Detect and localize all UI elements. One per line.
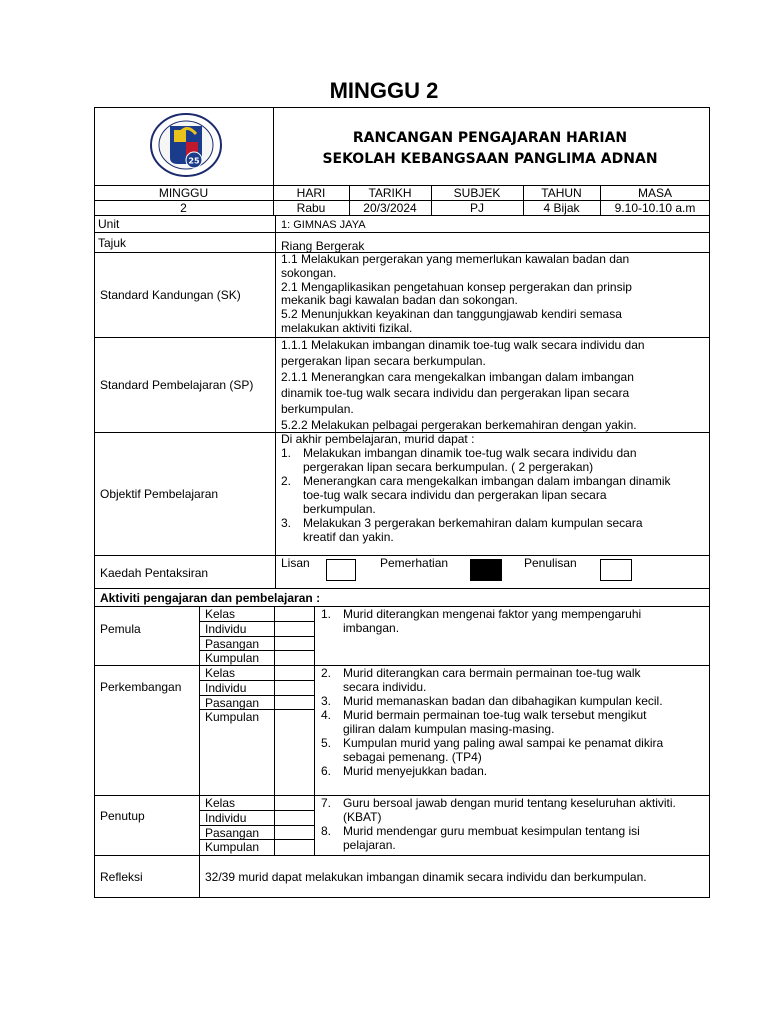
kaedah-option-lisan: Lisan [281, 556, 310, 570]
info-value-tahun: 4 Bijak [543, 201, 580, 215]
aktiviti-heading: Aktiviti pengajaran dan pembelajaran : [100, 591, 321, 605]
sp-line: berkumpulan. [281, 402, 354, 416]
header-title: RANCANGAN PENGAJARAN HARIAN [352, 130, 628, 146]
unit-value: 1: GIMNAS JAYA [281, 219, 366, 231]
sp-line: 1.1.1 Melakukan imbangan dinamik toe-tug walk secara individu dan [281, 338, 645, 352]
sp-line: dinamik toe-tug walk secara individu dan pergerakan lipan secara [281, 386, 630, 400]
logo-badge-number: 25 [188, 156, 200, 166]
pemula-kumpulan: Kumpulan [205, 651, 260, 665]
info-header-subjek: SUBJEK [453, 186, 501, 200]
perkembangan-kumpulan: Kumpulan [205, 710, 260, 724]
info-header-minggu: MINGGU [158, 186, 209, 200]
penutup-kumpulan: Kumpulan [205, 840, 260, 854]
pemula-kelas: Kelas [205, 607, 236, 621]
school-name: SEKOLAH KEBANGSAAN PANGLIMA ADNAN [322, 151, 658, 167]
objektif-item: 1. Melakukan imbangan dinamik toe-tug walk secara individu dan pergerakan lipan secara berkumpulan. ( 2 pergerakan) [281, 446, 637, 474]
sk-line: melakukan aktiviti fizikal. [281, 320, 413, 335]
sk-line: mekanik bagi kawalan badan dan sokongan. [281, 293, 518, 308]
penulisan-checkbox[interactable] [600, 559, 632, 581]
objektif-intro: Di akhir pembelajaran, murid dapat : [281, 432, 475, 446]
kaedah-option-pemerhatian: Pemerhatian [380, 556, 449, 570]
info-value-minggu: 2 [180, 201, 187, 215]
penutup-activity-list: 7. Guru bersoal jawab dengan murid tentang keseluruhan aktiviti. (KBAT) 8. Murid mendengar guru membuat kesimpulan tentang isi pelajaran. [321, 796, 676, 852]
info-value-masa: 9.10-10.10 a.m [614, 201, 696, 215]
refleksi-label: Refleksi [100, 870, 143, 884]
sp-content [281, 337, 645, 433]
info-header-hari: HARI [296, 186, 326, 200]
info-header-tarikh: TARIKH [368, 186, 412, 200]
tajuk-value: Riang Bergerak [281, 239, 365, 253]
penutup-kelas: Kelas [205, 796, 236, 810]
kaedah-option-penulisan: Penulisan [524, 556, 577, 570]
refleksi-value: 32/39 murid dapat melakukan imbangan dinamik secara individu dan berkumpulan. [205, 870, 647, 884]
sk-line: 5.2 Menunjukkan keyakinan dan tanggungjawab kendiri semasa [281, 307, 622, 322]
sk-label: Standard Kandungan (SK) [100, 288, 241, 302]
sp-label: Standard Pembelajaran (SP) [100, 378, 254, 392]
perkembangan-kelas: Kelas [205, 666, 236, 680]
pemerhatian-checkbox-checked[interactable] [470, 559, 502, 581]
sk-line: sokongan. [281, 265, 337, 280]
unit-label: Unit [98, 217, 120, 231]
pemula-individu: Individu [205, 622, 247, 636]
objektif-label: Objektif Pembelajaran [100, 487, 219, 501]
header-divider [273, 107, 274, 185]
info-value-hari: Rabu [296, 201, 326, 215]
sk-line: 2.1 Mengaplikasikan pengetahuan konsep pergerakan dan prinsip [281, 279, 632, 294]
sk-line: 1.1 Melakukan pergerakan yang memerlukan kawalan badan dan [281, 252, 630, 266]
kaedah-label: Kaedah Pentaksiran [100, 566, 209, 580]
pemula-label: Pemula [100, 622, 141, 636]
sk-content [281, 253, 632, 336]
penutup-pasangan: Pasangan [205, 826, 260, 840]
tajuk-label: Tajuk [98, 236, 127, 250]
penutup-individu: Individu [205, 811, 247, 825]
info-value-subjek: PJ [469, 201, 484, 215]
objektif-content [281, 432, 671, 544]
perkembangan-activity-list: 2. Murid diterangkan cara bermain permainan toe-tug walk secara individu. 3. Murid memanaskan badan dan dibahagikan kumpulan kecil. 4. Murid bermain permainan toe-tug walk tersebut mengikut giliran dalam kumpulan masing-masing. 5. Kumpulan murid yang paling awal sampai ke penamat dikira sebagai pemenang. (TP4) 6. Murid menyejukkan badan. [321, 666, 664, 778]
objektif-item: 3. Melakukan 3 pergerakan berkemahiran dalam kumpulan secara kreatif dan yakin. [281, 516, 643, 544]
perkembangan-label: Perkembangan [100, 680, 182, 694]
pemula-activity-list: 1. Murid diterangkan mengenai faktor yang mempengaruhi imbangan. [321, 607, 642, 635]
info-header-masa: MASA [637, 186, 672, 200]
sp-line: 2.1.1 Menerangkan cara mengekalkan imbangan dalam imbangan [281, 370, 634, 384]
objektif-item: 2. Menerangkan cara mengekalkan imbangan dalam imbangan dinamik toe-tug walk secara individu dan pergerakan lipan secara berkumpulan. [281, 474, 671, 516]
info-header-tahun: TAHUN [541, 186, 582, 200]
page-title: MINGGU 2 [329, 78, 439, 103]
lisan-checkbox[interactable] [326, 559, 356, 581]
info-value-tarikh: 20/3/2024 [363, 201, 417, 215]
sp-line: pergerakan lipan secara berkumpulan. [281, 354, 486, 368]
perkembangan-pasangan: Pasangan [205, 696, 260, 710]
penutup-label: Penutup [100, 809, 145, 823]
school-logo [148, 112, 224, 182]
pemula-pasangan: Pasangan [205, 637, 260, 651]
label-column-divider [275, 215, 276, 588]
perkembangan-individu: Individu [205, 681, 247, 695]
sp-line: 5.2.2 Melakukan pelbagai pergerakan berkemahiran dengan yakin. [281, 418, 637, 432]
